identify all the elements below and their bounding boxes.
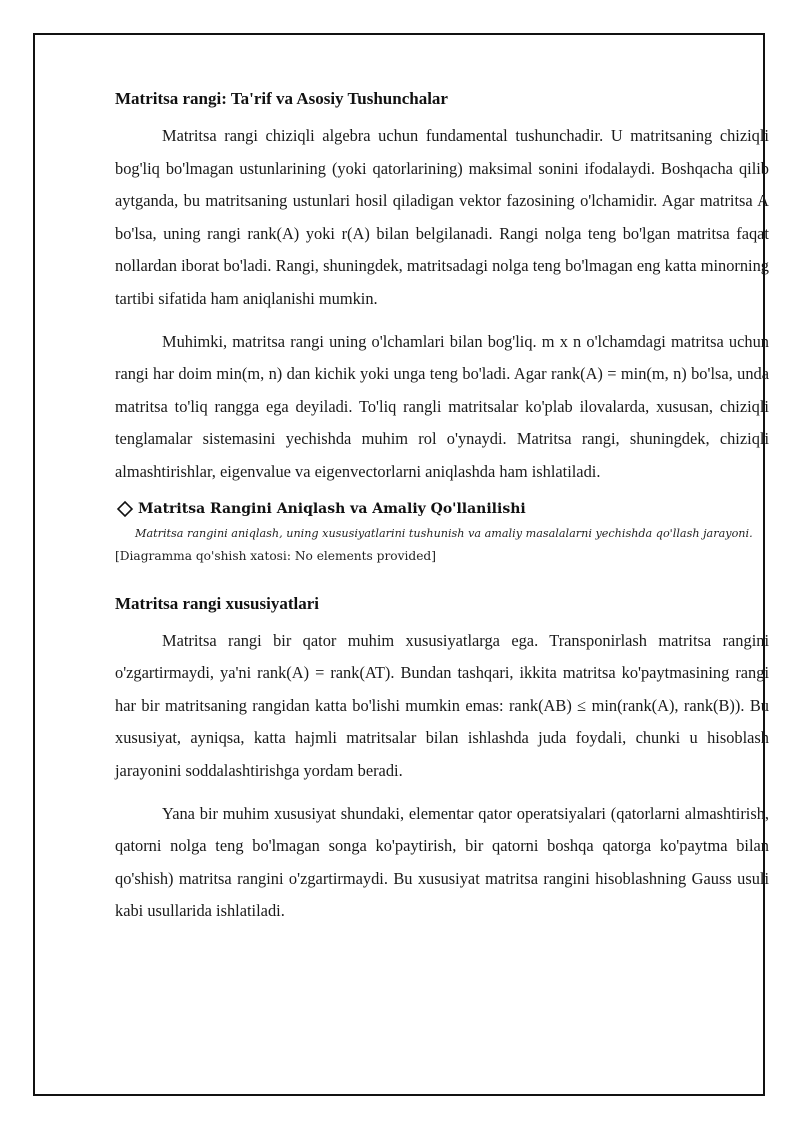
- section-title-definition: Matritsa rangi: Ta'rif va Asosiy Tushunchalar: [115, 89, 448, 108]
- diamond-icon: [115, 499, 135, 519]
- diagram-block: [115, 499, 770, 565]
- document-content: [115, 86, 770, 928]
- paragraph: Yana bir muhim xususiyat shundaki, elementar qator operatsiyalari (qatorlarni almashtirish, qatorni nolga teng bo'lmagan songa ko'paytirish, bir qatorni boshqa qatorga ko'paytma bilan qo'shish) matritsa rangini o'zgartirmaydi. Bu xususiyat matritsa rangini hisoblashning Gauss usuli kabi usullarida ishlatiladi.: [115, 803, 769, 921]
- section-title-properties: Matritsa rangi xususiyatlari: [115, 593, 319, 613]
- diagram-title-row: [115, 499, 770, 519]
- paragraph: Matritsa rangi bir qator muhim xususiyatlarga ega. Transponirlash matritsa rangini o'zgartirmaydi, ya'ni rank(A) = rank(AT). Bundan tashqari, ikkita matritsa ko'paytmasining rangi har bir matritsaning rangidan katta bo'lishi mumkin emas: rank(AB) ≤ min(rank(A), rank(B)). Bu xususiyat, ayniqsa, katta hajmli matritsalar bilan ishlashda juda foydali, chunki u hisoblash jarayonini soddalashtirishga yordam beradi.: [115, 630, 769, 780]
- paragraph: Muhimki, matritsa rangi uning o'lchamlari bilan bog'liq. m x n o'lchamdagi matritsa uchun rangi har doim min(m, n) dan kichik yoki unga teng bo'ladi. Agar rank(A) = min(m, n) bo'lsa, unda matritsa to'liq rangga ega deyiladi. To'liq rangli matritsalar ko'plab ilovalarda, xususan, chiziqli tenglamalar sistemasini yechishda muhim rol o'ynaydi. Matritsa rangi, shuningdek, chiziqli almashtirishlar, eigenvalue va eigenvectorlarni aniqlashda ham ishlatiladi.: [115, 331, 769, 481]
- diagram-caption: Matritsa rangini aniqlash, uning xususiyatlarini tushunish va amaliy masalalarni yechishda qo'llash jarayoni.: [135, 526, 753, 540]
- diagram-error-message: [Diagramma qo'shish xatosi: No elements provided]: [115, 548, 436, 563]
- paragraph: Matritsa rangi chiziqli algebra uchun fundamental tushunchadir. U matritsaning chiziqli bog'liq bo'lmagan ustunlarining (yoki qatorlarining) maksimal sonini ifodalaydi. Boshqacha qilib aytganda, bu matritsaning ustunlari hosil qiladigan vektor fazosining o'lchamidir. Agar matritsa A bo'lsa, uning rangi rank(A) yoki r(A) bilan belgilanadi. Rangi nolga teng bo'lgan matritsa faqat nollardan iborat bo'ladi. Rangi, shuningdek, matritsadagi nolga teng bo'lmagan eng katta minorning tartibi sifatida ham aniqlanishi mumkin.: [115, 126, 769, 308]
- diagram-title: Matritsa Rangini Aniqlash va Amaliy Qo'llanilishi: [138, 500, 526, 517]
